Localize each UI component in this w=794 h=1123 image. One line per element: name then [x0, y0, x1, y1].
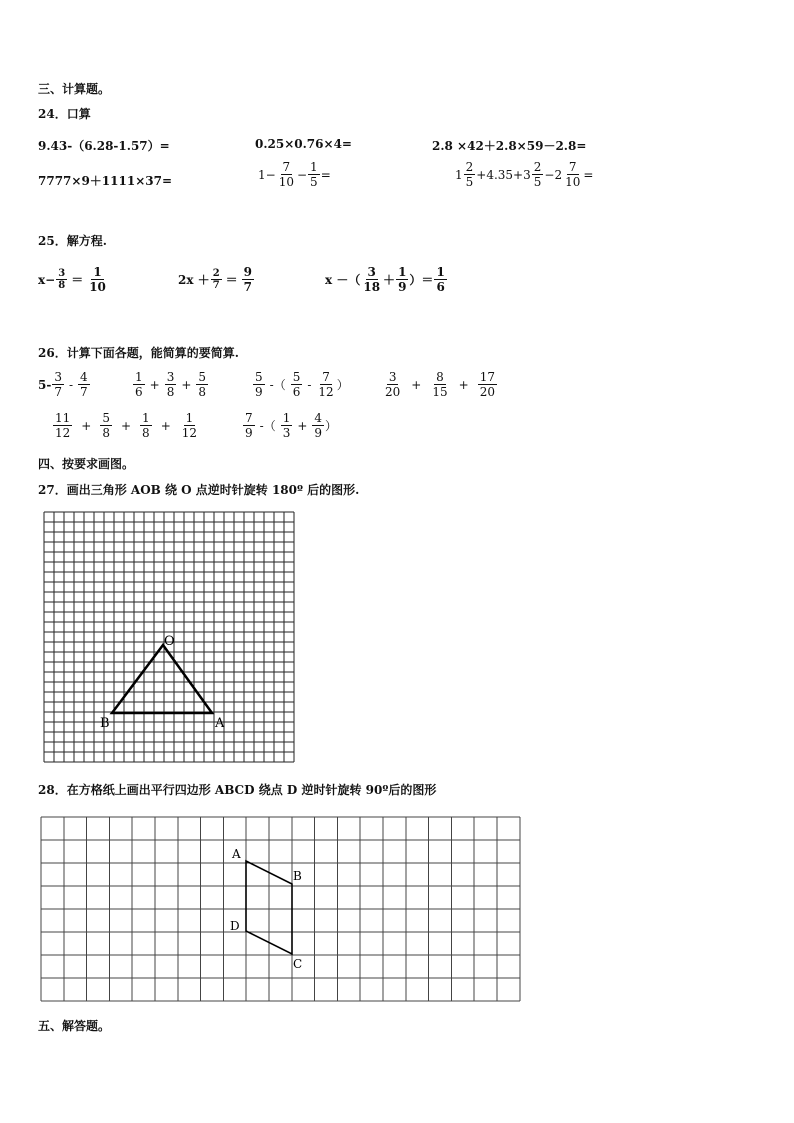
- whole-number: 1: [455, 167, 463, 182]
- operator: -（: [269, 378, 286, 392]
- fraction: $\frac{1}{8}$: [142, 411, 150, 440]
- q24-expr-3: 2.8 ×42＋2.8×59－2.8=: [432, 139, 587, 153]
- label-b: B: [293, 869, 302, 883]
- q26-title: 26．计算下面各题，能简算的要简算.: [38, 346, 239, 360]
- label-d: D: [230, 919, 240, 933]
- q24-expr-6: [455, 160, 593, 189]
- operator: -: [68, 377, 74, 392]
- fraction: $\frac{3}{18}$: [363, 265, 381, 294]
- fraction: $\frac{7}{9}$: [245, 411, 253, 440]
- q25-equation-3: [325, 265, 448, 294]
- fraction: $\frac{1}{9}$: [398, 265, 407, 294]
- variable: 2x ＋: [178, 273, 210, 287]
- equals: ＝: [225, 273, 238, 287]
- operator: +: [458, 377, 469, 392]
- operator-text: +4.35+3: [476, 167, 531, 182]
- fraction: $\frac{3}{8}$: [58, 268, 66, 291]
- fraction: $\frac{1}{6}$: [436, 265, 445, 294]
- fraction: $\frac{3}{7}$: [54, 370, 62, 399]
- fraction: $\frac{2}{5}$: [465, 160, 474, 189]
- fraction: $\frac{3}{8}$: [166, 370, 175, 399]
- q26-expr-c: [252, 370, 349, 399]
- whole-number: 5-: [38, 377, 52, 392]
- variable: x －（: [325, 273, 361, 287]
- label-b: B: [100, 716, 110, 731]
- q26-expr-e: [52, 411, 200, 440]
- label-o: O: [164, 634, 175, 649]
- q27-grid-figure: [43, 511, 295, 763]
- fraction: $\frac{1}{5}$: [310, 160, 318, 189]
- operator: -（: [259, 419, 276, 433]
- section-5-heading: 五、解答题。: [38, 1019, 111, 1033]
- close-paren: ）: [325, 419, 338, 433]
- fraction: $\frac{2}{5}$: [533, 160, 542, 189]
- q25-title: 25．解方程.: [38, 234, 107, 248]
- operator: +: [81, 418, 92, 433]
- plus: ＋: [383, 273, 396, 287]
- fraction: $\frac{1}{6}$: [135, 370, 143, 399]
- operator: +: [297, 418, 308, 433]
- fraction: $\frac{1}{10}$: [89, 265, 106, 294]
- fraction: $\frac{4}{9}$: [314, 411, 323, 440]
- fraction: $\frac{5}{8}$: [198, 370, 207, 399]
- q24-expr-2: 0.25×0.76×4=: [255, 137, 352, 151]
- operator: +: [149, 377, 160, 392]
- fraction: $\frac{3}{20}$: [385, 370, 401, 399]
- fraction: $\frac{1}{3}$: [282, 411, 291, 440]
- q26-expr-a: [38, 370, 91, 399]
- q24-e5-eq: =: [320, 167, 331, 182]
- fraction: $\frac{1}{12}$: [181, 411, 198, 440]
- fraction: $\frac{7}{10}$: [278, 160, 294, 189]
- q27-title: 27．画出三角形 AOB 绕 O 点逆时针旋转 180º 后的图形.: [38, 483, 360, 497]
- q24-e5-lead: 1−: [258, 167, 276, 182]
- fraction: $\frac{7}{10}$: [565, 160, 581, 189]
- operator: +: [411, 377, 422, 392]
- operator-text: −2: [544, 167, 563, 182]
- q28-title: 28．在方格纸上画出平行四边形 ABCD 绕点 D 逆时针旋转 90º后的图形: [38, 783, 437, 797]
- fraction: $\frac{5}{9}$: [255, 370, 263, 399]
- q24-title: 24．口算: [38, 107, 91, 121]
- fraction: $\frac{17}{20}$: [479, 370, 495, 399]
- section-3-heading: 三、计算题。: [38, 82, 111, 96]
- close-paren-equals: ）＝: [409, 273, 434, 287]
- q24-expr-4: 7777×9＋1111×37=: [38, 174, 173, 188]
- fraction: $\frac{9}{7}$: [243, 265, 253, 294]
- close-paren: ）: [336, 378, 349, 392]
- q25-equation-2: [178, 265, 255, 294]
- equals: ＝: [71, 273, 84, 287]
- label-a: A: [232, 847, 241, 861]
- q24-expr-1: 9.43-（6.28-1.57）=: [38, 139, 170, 153]
- label-a: A: [215, 716, 225, 731]
- q26-expr-b: [132, 370, 209, 399]
- variable: x−: [38, 272, 56, 287]
- fraction: $\frac{5}{8}$: [102, 411, 110, 440]
- fraction: $\frac{7}{12}$: [318, 370, 334, 399]
- q26-expr-f: [242, 411, 337, 440]
- q24-e5-minus: −: [296, 167, 308, 182]
- q28-grid-figure: [40, 816, 521, 1002]
- fraction: $\frac{4}{7}$: [80, 370, 88, 399]
- operator: +: [160, 418, 171, 433]
- q25-equation-1: [38, 265, 109, 294]
- fraction: $\frac{8}{15}$: [432, 370, 448, 399]
- fraction: $\frac{5}{6}$: [292, 370, 301, 399]
- equals: =: [583, 167, 594, 182]
- q26-expr-d: [382, 370, 498, 399]
- fraction: $\frac{11}{12}$: [55, 411, 71, 440]
- operator: +: [120, 418, 132, 433]
- triangle-aob: [112, 645, 212, 713]
- section-4-heading: 四、按要求画图。: [38, 457, 135, 471]
- operator: +: [181, 377, 192, 392]
- operator: -: [307, 377, 312, 392]
- label-c: C: [293, 957, 303, 971]
- q24-expr-5: [258, 160, 331, 189]
- fraction: $\frac{2}{7}$: [212, 268, 220, 291]
